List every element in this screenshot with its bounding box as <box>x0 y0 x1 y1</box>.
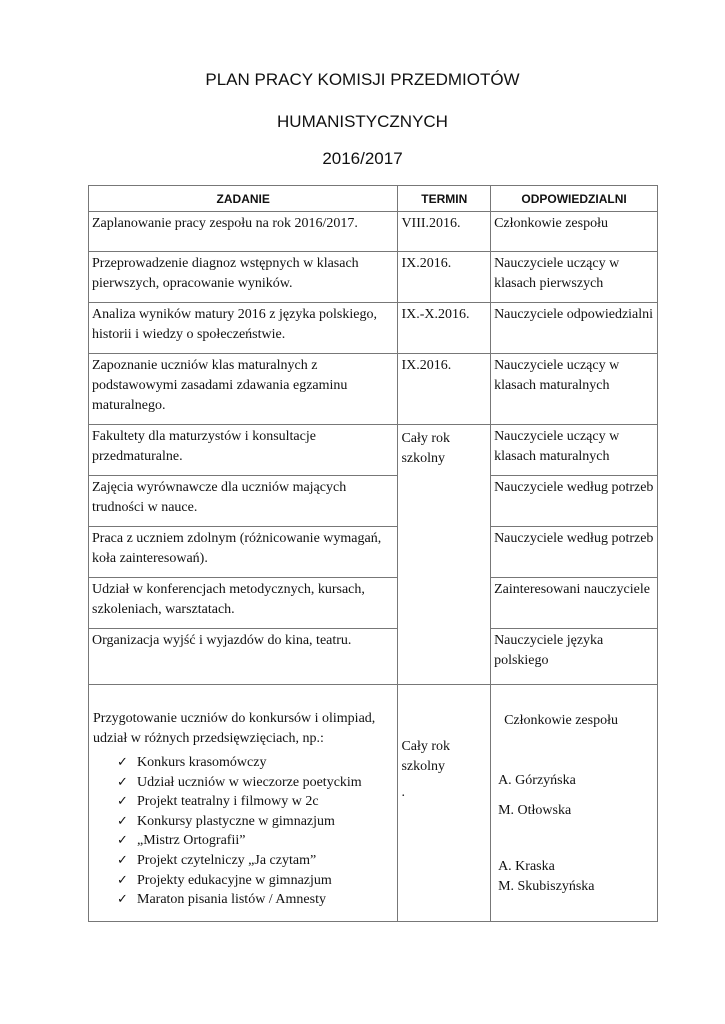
checkmark-icon: ✓ <box>117 794 128 810</box>
table-row <box>89 425 658 476</box>
term-cell <box>398 685 491 922</box>
list-item: ✓ Konkursy plastyczne w gimnazjum <box>117 812 394 832</box>
task-cell: Praca z uczniem zdolnym (różnicowanie wymagań, koła zainteresowań). <box>89 527 398 578</box>
task-cell: Zaplanowanie pracy zespołu na rok 2016/2017. <box>89 212 398 252</box>
person-name: A. Kraska <box>498 859 555 874</box>
responsible-cell: Nauczyciele odpowiedzialni <box>491 303 658 354</box>
task-cell <box>89 685 398 922</box>
person-name: A. Górzyńska <box>498 773 576 788</box>
person-name: M. Otłowska <box>498 803 572 818</box>
table-row <box>89 578 658 629</box>
task-cell: Zapoznanie uczniów klas maturalnych z podstawowymi zasadami zdawania egzaminu maturalnego. <box>89 354 398 425</box>
table-row <box>89 212 658 252</box>
term-cell: IX.2016. <box>398 354 491 425</box>
header-responsible: ODPOWIEDZIALNI <box>491 186 658 212</box>
checkmark-icon: ✓ <box>117 813 128 829</box>
table-row <box>89 252 658 303</box>
table-row-contests <box>89 685 658 922</box>
list-item: ✓ Projekt czytelniczy „Ja czytam” <box>117 851 394 871</box>
list-item: ✓ „Mistrz Ortografii” <box>117 831 394 851</box>
document-subtitle: HUMANISTYCZNYCH <box>277 112 448 131</box>
person-name: M. Skubiszyńska <box>498 879 595 894</box>
term-cell-merged: Cały rok szkolny <box>398 425 491 685</box>
term-cell: IX.-X.2016. <box>398 303 491 354</box>
table-row <box>89 527 658 578</box>
term-text: Cały rok szkolny <box>401 739 451 774</box>
task-cell: Organizacja wyjść i wyjazdów do kina, teatru. <box>89 629 398 685</box>
table-header-row <box>89 186 658 212</box>
table-row <box>89 476 658 527</box>
responsible-cell: Nauczyciele uczący w klasach pierwszych <box>491 252 658 303</box>
document-title: PLAN PRACY KOMISJI PRZEDMIOTÓW <box>205 70 520 89</box>
responsible-cell: Nauczyciele uczący w klasach maturalnych <box>491 354 658 425</box>
header-term: TERMIN <box>398 186 491 212</box>
responsible-heading: Członkowie zespołu <box>504 713 618 728</box>
checkmark-icon: ✓ <box>117 755 128 770</box>
task-cell: Zajęcia wyrównawcze dla uczniów mających trudności w nauce. <box>89 476 398 527</box>
table-row <box>89 629 658 685</box>
list-item: ✓ Udział uczniów w wieczorze poetyckim <box>117 773 394 793</box>
task-cell: Fakultety dla maturzystów i konsultacje przedmaturalne. <box>89 425 398 476</box>
plan-table <box>88 185 658 922</box>
table-row <box>89 303 658 354</box>
checkmark-icon: ✓ <box>117 852 128 868</box>
task-cell: Przeprowadzenie diagnoz wstępnych w klasach pierwszych, opracowanie wyników. <box>89 252 398 303</box>
checkmark-icon: ✓ <box>117 774 128 790</box>
term-mark: . <box>401 785 405 800</box>
task-cell: Analiza wyników matury 2016 z języka polskiego, historii i wiedzy o społeczeństwie. <box>89 303 398 354</box>
responsible-cell <box>491 685 658 922</box>
checkmark-icon: ✓ <box>117 872 128 888</box>
responsible-cell: Zainteresowani nauczyciele <box>491 578 658 629</box>
contests-intro: Przygotowanie uczniów do konkursów i olimpiad, udział w różnych przedsięwzięciach, np.: <box>93 711 376 746</box>
document-year: 2016/2017 <box>322 149 403 168</box>
checkmark-icon: ✓ <box>117 833 128 849</box>
table-row <box>89 354 658 425</box>
list-item: ✓ Konkurs krasomówczy <box>117 753 394 773</box>
term-cell: IX.2016. <box>398 252 491 303</box>
contests-list <box>93 753 394 910</box>
responsible-cell: Nauczyciele według potrzeb <box>491 476 658 527</box>
header-task: ZADANIE <box>89 186 398 212</box>
responsible-cell: Nauczyciele języka polskiego <box>491 629 658 685</box>
list-item: ✓ Maraton pisania listów / Amnesty <box>117 890 394 910</box>
responsible-cell: Nauczyciele uczący w klasach maturalnych <box>491 425 658 476</box>
term-cell: VIII.2016. <box>398 212 491 252</box>
list-item: ✓ Projekty edukacyjne w gimnazjum <box>117 871 394 891</box>
checkmark-icon: ✓ <box>117 892 128 908</box>
responsible-cell: Członkowie zespołu <box>491 212 658 252</box>
task-cell: Udział w konferencjach metodycznych, kursach, szkoleniach, warsztatach. <box>89 578 398 629</box>
list-item: ✓ Projekt teatralny i filmowy w 2c <box>117 792 394 812</box>
responsible-cell: Nauczyciele według potrzeb <box>491 527 658 578</box>
